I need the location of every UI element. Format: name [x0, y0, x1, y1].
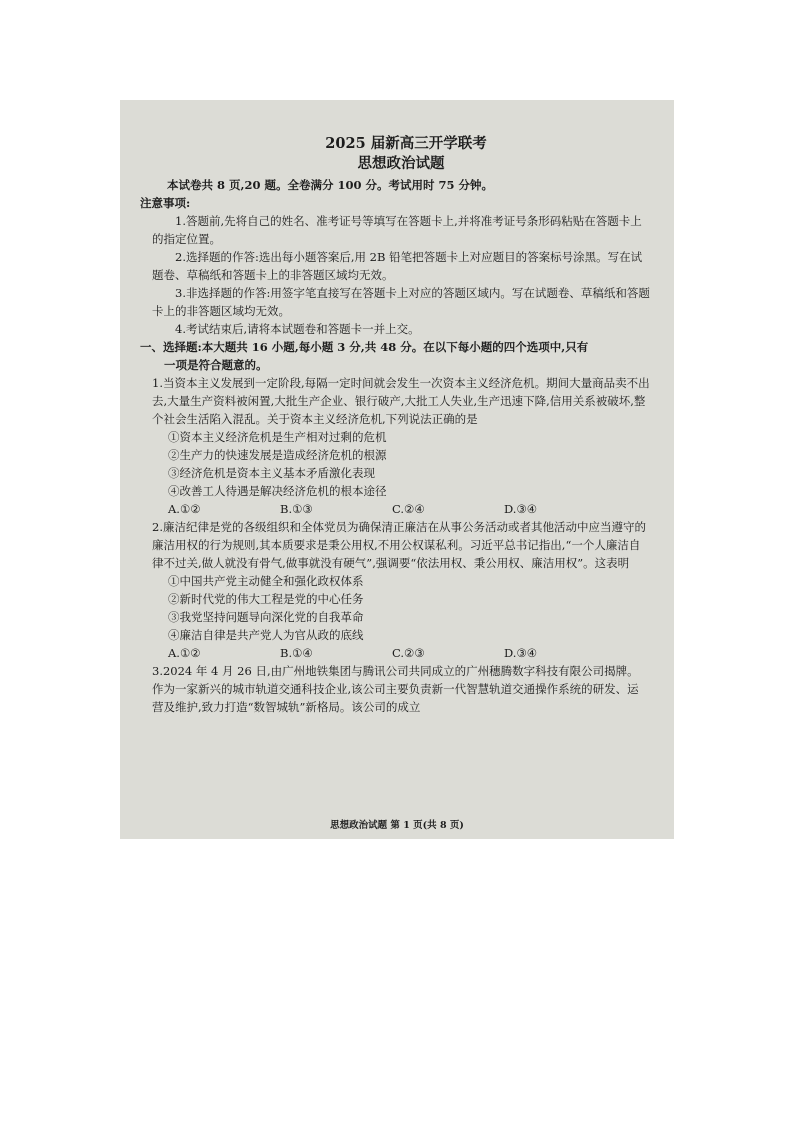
question-2 [152, 518, 650, 662]
question-option: ③我党坚持问题导向深化党的自我革命 [168, 610, 364, 624]
choice-a: A.①② [168, 502, 201, 516]
question-option: ①资本主义经济危机是生产相对过剩的危机 [168, 430, 387, 444]
question-stem: 2.廉洁纪律是党的各级组织和全体党员为确保清正廉洁在从事公务活动或者其他活动中应当遵守的廉洁用权的行为规则,其本质要求是秉公用权,不用公权谋私利。习近平总书记指出,“一个人廉洁自律不过关,做人就没有骨气,做事就没有硬气”,强调要“依法用权、秉公用权、廉洁用权”。这表明 [152, 520, 646, 570]
question-1 [152, 374, 650, 518]
question-stem: 3.2024 年 4 月 26 日,由广州地铁集团与腾讯公司共同成立的广州穗腾数字科技有限公司揭牌。作为一家新兴的城市轨道交通科技企业,该公司主要负责新一代智慧轨道交通操作系统的研发、运营及维护,致力打造“数智城轨”新格局。该公司的成立 [152, 664, 639, 714]
question-stem: 1.当资本主义发展到一定阶段,每隔一定时间就会发生一次资本主义经济危机。期间大量商品卖不出去,大量生产资料被闲置,大批生产企业、银行破产,大批工人失业,生产迅速下降,信用关系被破坏,整个社会生活陷入混乱。关于资本主义经济危机,下列说法正确的是 [152, 376, 650, 426]
choice-c: C.②③ [392, 646, 425, 660]
choice-c: C.②④ [392, 502, 425, 516]
choice-d: D.③④ [504, 646, 538, 660]
page-footer: 思想政治试题 第 1 页(共 8 页) [330, 820, 464, 831]
choice-d: D.③④ [504, 502, 538, 516]
choice-b: B.①④ [280, 646, 313, 660]
question-option: ③经济危机是资本主义基本矛盾激化表现 [168, 466, 375, 480]
choice-a: A.①② [168, 646, 201, 660]
notice-heading: 注意事项: [140, 196, 191, 210]
question-option: ④廉洁自律是共产党人为官从政的底线 [168, 628, 364, 642]
question-option: ④改善工人待遇是解决经济危机的根本途径 [168, 484, 387, 498]
notice-item: 3.非选择题的作答:用签字笔直接写在答题卡上对应的答题区域内。写在试题卷、草稿纸和答题卡上的非答题区域均无效。 [152, 286, 650, 318]
section-heading: 一、选择题:本大题共 16 小题,每小题 3 分,共 48 分。在以下每小题的四个选项中,只有 [140, 340, 589, 354]
notice-item: 1.答题前,先将自己的姓名、准考证号等填写在答题卡上,并将准考证号条形码粘贴在答题卡上的指定位置。 [152, 214, 642, 246]
exam-intro: 本试卷共 8 页,20 题。全卷满分 100 分。考试用时 75 分钟。 [167, 178, 494, 192]
question-option: ②新时代党的伟大工程是党的中心任务 [168, 592, 364, 606]
section-heading-cont: 一项是符合题意的。 [164, 358, 268, 372]
notice-item: 2.选择题的作答:选出每小题答案后,用 2B 铅笔把答题卡上对应题目的答案标号涂黑。写在试题卷、草稿纸和答题卡上的非答题区域均无效。 [152, 250, 643, 282]
exam-paper [120, 100, 674, 839]
exam-title: 2025 届新高三开学联考 [325, 135, 487, 152]
question-option: ②生产力的快速发展是造成经济危机的根源 [168, 448, 387, 462]
exam-subtitle: 思想政治试题 [357, 155, 445, 172]
question-3 [152, 662, 650, 716]
answer-choices [168, 644, 650, 662]
notice-item: 4.考试结束后,请将本试题卷和答题卡一并上交。 [175, 322, 420, 336]
question-option: ①中国共产党主动健全和强化政权体系 [168, 574, 364, 588]
choice-b: B.①③ [280, 502, 313, 516]
answer-choices [168, 500, 650, 518]
